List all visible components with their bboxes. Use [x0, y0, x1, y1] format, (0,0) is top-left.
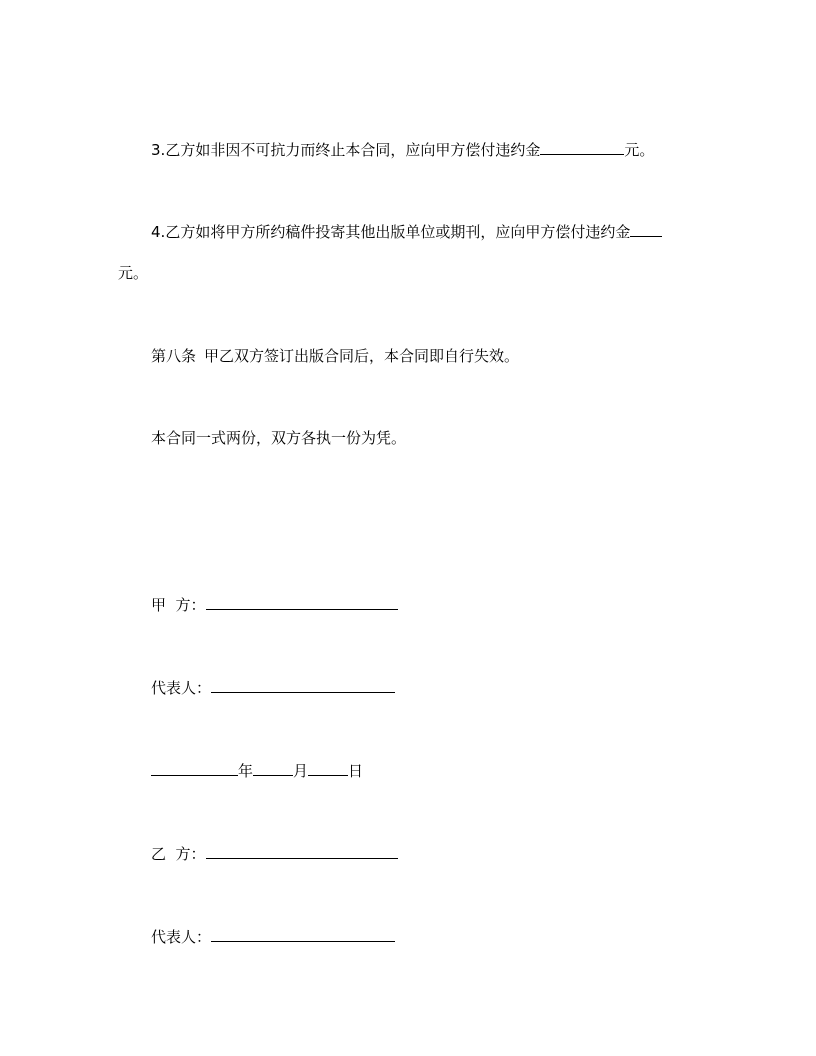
party-a-rep-row — [151, 677, 395, 697]
clause-4-unit: 元。 — [118, 264, 149, 282]
party-b-row — [151, 843, 398, 863]
clause-4-number: 4. — [151, 223, 166, 241]
month-label: 月 — [293, 762, 309, 780]
party-a-label: 甲 方： — [151, 596, 206, 614]
clause-3-unit: 元。 — [624, 141, 655, 159]
party-b-signature-line — [206, 843, 398, 859]
clause-3 — [151, 139, 654, 159]
clause-3-amount-blank — [540, 139, 624, 155]
party-a-signature-line — [206, 594, 398, 610]
month-blank — [253, 760, 293, 776]
article-8-label: 第八条 — [151, 347, 197, 365]
year-blank — [151, 760, 238, 776]
day-label: 日 — [348, 762, 364, 780]
article-8 — [151, 346, 519, 366]
clause-3-number: 3. — [151, 141, 166, 159]
party-a-rep-signature-line — [211, 677, 395, 693]
party-b-rep-label: 代表人： — [151, 928, 212, 946]
day-blank — [308, 760, 348, 776]
copies-note-text: 本合同一式两份，双方各执一份为凭。 — [151, 429, 407, 447]
party-a-rep-label: 代表人： — [151, 679, 212, 697]
clause-3-text: 乙方如非因不可抗力而终止本合同，应向甲方偿付违约金 — [165, 141, 541, 159]
party-b-label: 乙 方： — [151, 845, 206, 863]
clause-4 — [151, 221, 662, 241]
party-a-row — [151, 594, 398, 614]
party-b-rep-signature-line — [211, 926, 395, 942]
clause-4-continued — [118, 263, 148, 283]
party-b-rep-row — [151, 926, 395, 946]
copies-note — [151, 428, 406, 448]
clause-4-amount-blank — [630, 221, 662, 237]
article-8-text: 甲乙双方签订出版合同后，本合同即自行失效。 — [204, 347, 520, 365]
year-label: 年 — [238, 762, 254, 780]
clause-4-text: 乙方如将甲方所约稿件投寄其他出版单位或期刊，应向甲方偿付违约金 — [165, 223, 631, 241]
date-row — [151, 760, 363, 780]
